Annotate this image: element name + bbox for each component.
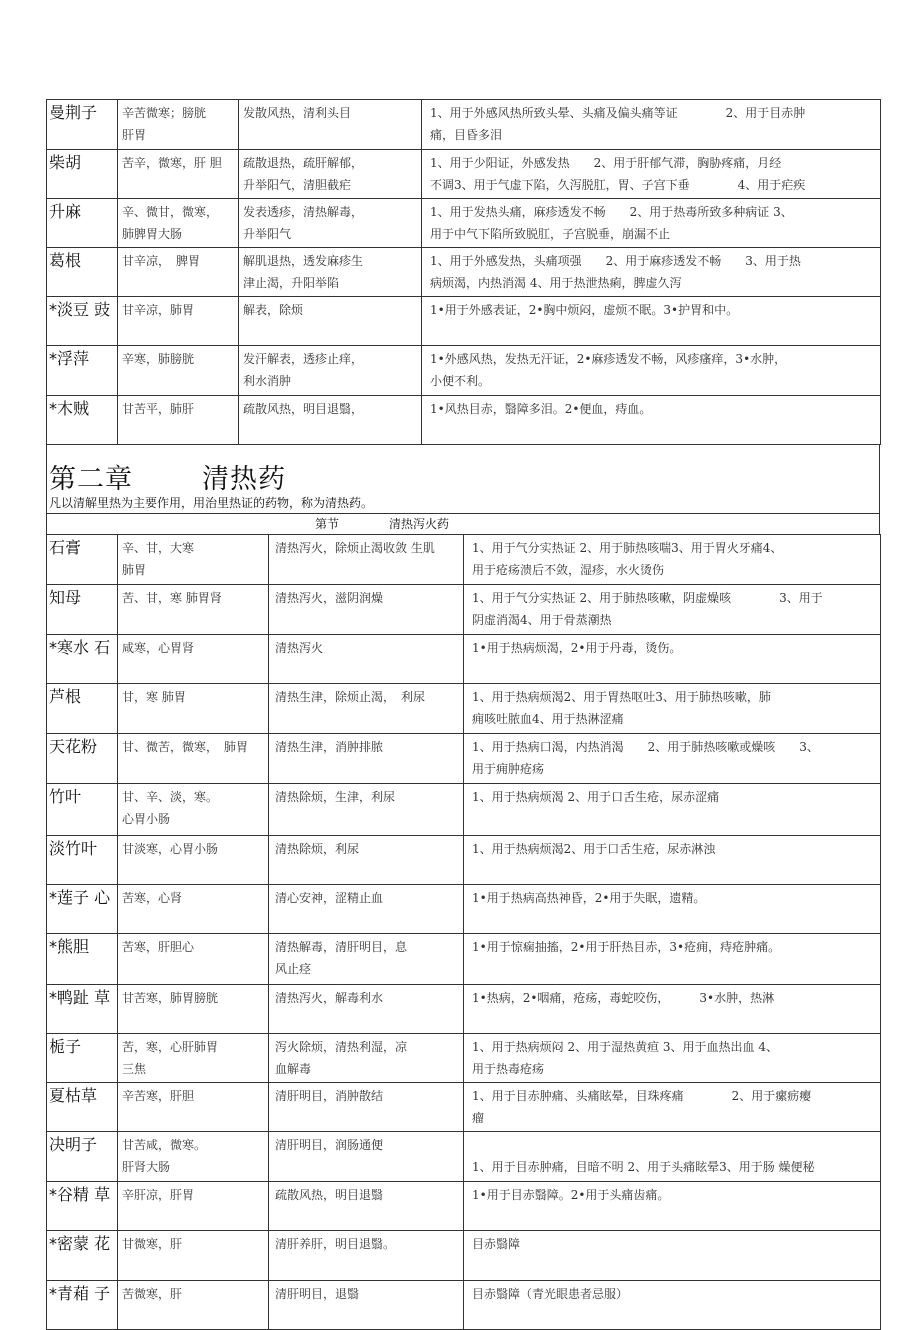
herb-name: 夏枯草 [47, 1083, 118, 1132]
chapter-subtitle: 清热药 [202, 464, 286, 495]
herb-usage: 1、用于目赤肿痛、头痛眩晕，目珠疼痛 2、用于瘰疬瘿 瘤 [464, 1083, 881, 1132]
herb-name: *寒水 石 [47, 635, 118, 684]
herb-function: 清热泻火，除烦止渴收敛 生肌 [269, 535, 464, 585]
herb-function: 清热除烦，利尿 [269, 836, 464, 885]
herb-function: 解表，除烦 [239, 297, 422, 346]
herb-property: 辛肝凉，肝胃 [118, 1182, 269, 1231]
herb-row [47, 885, 881, 934]
herb-function: 清热泻火，解毒利水 [269, 985, 464, 1034]
herb-property: 咸寒，心胃肾 [118, 635, 269, 684]
herb-function: 解肌退热，透发麻疹生 津止渴，升阳举陷 [239, 248, 422, 297]
herb-name: *淡豆 豉 [47, 297, 118, 346]
herb-property: 辛寒，肺膀胱 [118, 346, 239, 396]
herb-usage: 1•用于热病烦渴，2•用于丹毒，烫伤。 [464, 635, 881, 684]
herb-name: 天花粉 [47, 734, 118, 784]
chapter-heading [46, 445, 880, 495]
herb-row [47, 1182, 881, 1231]
herb-property: 苦寒，肝胆心 [118, 934, 269, 985]
herb-name: 曼荆子 [47, 100, 118, 150]
herb-function: 清肝养肝，明目退翳。 [269, 1231, 464, 1281]
herb-usage: 1、用于外感发热，头痛项强 2、用于麻疹透发不畅 3、用于热 病烦渴，内热消渴 4、用于热泄热痢，脾虚久泻 [422, 248, 881, 297]
herb-property: 甘苦寒，肺胃膀胱 [118, 985, 269, 1034]
herb-name: 芦根 [47, 684, 118, 734]
herb-name: 决明子 [47, 1132, 118, 1182]
herb-row [47, 734, 881, 784]
herb-property: 甘辛凉， 脾胃 [118, 248, 239, 297]
herb-row [47, 985, 881, 1034]
herb-row [47, 934, 881, 985]
herb-name: 升麻 [47, 199, 118, 248]
herb-row [47, 635, 881, 684]
herb-usage: 1、用于气分实热证 2、用于肺热咳喘3、用于胃火牙痛4、 用于疮疡溃后不敛，湿疹，水火烫伤 [464, 535, 881, 585]
herb-usage: 1、用于热病烦渴2、用于胃热呕吐3、用于肺热咳嗽，肺 痈咳吐脓血4、用于热淋涩痛 [464, 684, 881, 734]
herb-property: 甘、辛、淡，寒。 心胃小肠 [118, 784, 269, 836]
herb-usage: 1、用于热病烦渴 2、用于口舌生疮，尿赤涩痛 [464, 784, 881, 836]
herb-property: 苦、甘，寒 肺胃肾 [118, 585, 269, 635]
herb-usage: 1•外感风热，发热无汗证，2•麻疹透发不畅，风疹瘙痒，3•水肿， 小便不利。 [422, 346, 881, 396]
herb-function: 清热泻火，滋阴润燥 [269, 585, 464, 635]
herb-name: 柴胡 [47, 150, 118, 199]
herb-function: 清热生津，除烦止渴， 利尿 [269, 684, 464, 734]
herb-row [47, 1231, 881, 1281]
herb-property: 甘、微苦，微寒， 肺胃 [118, 734, 269, 784]
herb-usage: 1、用于外感风热所致头晕、头痛及偏头痛等证 2、用于目赤肿 痛，目昏多泪 [422, 100, 881, 150]
herb-function: 清热除烦，生津，利尿 [269, 784, 464, 836]
herb-row [47, 585, 881, 635]
herb-usage: 1•用于外感表证，2•胸中烦闷，虚烦不眠。3•护胃和中。 [422, 297, 881, 346]
herb-row [47, 100, 881, 150]
herb-row [47, 1034, 881, 1083]
herb-property: 甘，寒 肺胃 [118, 684, 269, 734]
herb-usage: 1、用于目赤肿痛，目暗不明 2、用于头痛眩晕3、用于肠 燥便秘 [464, 1132, 881, 1182]
herb-row [47, 836, 881, 885]
herb-row [47, 248, 881, 297]
herb-name: *密蒙 花 [47, 1231, 118, 1281]
herb-usage: 1•用于惊痫抽搐，2•用于肝热目赤，3•疮痈，痔疮肿痛。 [464, 934, 881, 985]
herb-name: *谷精 草 [47, 1182, 118, 1231]
herb-usage: 1、用于少阳证，外感发热 2、用于肝郁气滞，胸胁疼痛，月经 不调3、用于气虚下陷，久泻脱肛，胃、子宫下垂 4、用于疟疾 [422, 150, 881, 199]
herb-name: 葛根 [47, 248, 118, 297]
herb-usage: 1•热病，2•咽痛，疮疡，毒蛇咬伤， 3•水肿，热淋 [464, 985, 881, 1034]
herb-row [47, 199, 881, 248]
herb-property: 辛、甘，大寒 肺胃 [118, 535, 269, 585]
chapter-title: 第二章 [49, 464, 133, 495]
herb-property: 辛苦寒，肝胆 [118, 1083, 269, 1132]
herb-row [47, 684, 881, 734]
herb-property: 甘苦平，肺肝 [118, 396, 239, 445]
herb-row [47, 297, 881, 346]
herb-name: 知母 [47, 585, 118, 635]
herb-usage: 1、用于气分实热证 2、用于肺热咳嗽，阴虚燥咳 3、用于 阴虚消渴4、用于骨蒸潮热 [464, 585, 881, 635]
herb-name: *青葙 子 [47, 1281, 118, 1330]
herb-function: 清肝明目，消肿散结 [269, 1083, 464, 1132]
herb-row [47, 1132, 881, 1182]
section-heading [46, 513, 880, 534]
herb-function: 清热生津，消肿排脓 [269, 734, 464, 784]
herb-function: 清肝明目，润肠通便 [269, 1132, 464, 1182]
herb-function: 疏散退热，疏肝解郁， 升举阳气，清胆截疟 [239, 150, 422, 199]
herb-usage: 1•用于热病高热神昏，2•用于失眠，遗精。 [464, 885, 881, 934]
herb-row [47, 535, 881, 585]
herb-function: 发汗解表，透疹止痒， 利水消肿 [239, 346, 422, 396]
herb-usage: 1•风热目赤，翳障多泪。2•便血，痔血。 [422, 396, 881, 445]
herb-property: 辛、微甘，微寒， 肺脾胃大肠 [118, 199, 239, 248]
herb-table-2 [46, 534, 881, 1330]
herb-name: 竹叶 [47, 784, 118, 836]
herb-property: 苦微寒，肝 [118, 1281, 269, 1330]
herb-function: 清热解毒，清肝明目，息 风止痉 [269, 934, 464, 985]
chapter-intro: 凡以清解里热为主要作用，用治里热证的药物，称为清热药。 [46, 481, 880, 513]
herb-property: 甘辛凉，肺胃 [118, 297, 239, 346]
herb-usage: 1、用于发热头痛，麻疹透发不畅 2、用于热毒所致多种病证 3、 用于中气下陷所致脱肛，子宫脱垂，崩漏不止 [422, 199, 881, 248]
section-label: 第节 [315, 517, 340, 531]
herb-function: 清肝明目，退翳 [269, 1281, 464, 1330]
herb-usage: 1•用于目赤翳障。2•用于头痛齿痛。 [464, 1182, 881, 1231]
herb-function: 疏散风热，明目退翳， [239, 396, 422, 445]
herb-name: *木贼 [47, 396, 118, 445]
herb-row [47, 346, 881, 396]
herb-usage: 1、用于热病烦闷 2、用于湿热黄疸 3、用于血热出血 4、 用于热毒疮疡 [464, 1034, 881, 1083]
herb-name: *鸭趾 草 [47, 985, 118, 1034]
herb-table-1 [46, 99, 881, 445]
herb-property: 苦辛，微寒，肝 胆 [118, 150, 239, 199]
herb-name: *莲子 心 [47, 885, 118, 934]
herb-name: *浮萍 [47, 346, 118, 396]
herb-property: 甘微寒，肝 [118, 1231, 269, 1281]
herb-property: 苦，寒，心肝肺胃 三焦 [118, 1034, 269, 1083]
document-page [46, 99, 880, 1330]
herb-property: 甘淡寒，心胃小肠 [118, 836, 269, 885]
herb-function: 疏散风热，明目退翳 [269, 1182, 464, 1231]
herb-usage: 目赤翳障 [464, 1231, 881, 1281]
herb-name: 栀子 [47, 1034, 118, 1083]
herb-usage: 目赤翳障（青光眼患者忌服） [464, 1281, 881, 1330]
herb-row [47, 150, 881, 199]
herb-name: 石膏 [47, 535, 118, 585]
herb-row [47, 784, 881, 836]
herb-row [47, 396, 881, 445]
herb-property: 甘苦咸，微寒。 肝肾大肠 [118, 1132, 269, 1182]
herb-name: 淡竹叶 [47, 836, 118, 885]
section-title: 清热泻火药 [389, 517, 450, 531]
herb-usage: 1、用于热病烦渴2、用于口舌生疮，尿赤淋浊 [464, 836, 881, 885]
herb-function: 发散风热，清利头目 [239, 100, 422, 150]
herb-function: 发表透疹，清热解毒， 升举阳气 [239, 199, 422, 248]
herb-function: 清心安神，涩精止血 [269, 885, 464, 934]
herb-property: 苦寒，心肾 [118, 885, 269, 934]
herb-function: 清热泻火 [269, 635, 464, 684]
herb-function: 泻火除烦，清热利湿，凉 血解毒 [269, 1034, 464, 1083]
herb-property: 辛苦微寒；膀胱 肝胃 [118, 100, 239, 150]
herb-row [47, 1281, 881, 1330]
herb-name: *熊胆 [47, 934, 118, 985]
herb-usage: 1、用于热病口渴，内热消渴 2、用于肺热咳嗽或燥咳 3、 用于痈肿疮疡 [464, 734, 881, 784]
herb-row [47, 1083, 881, 1132]
